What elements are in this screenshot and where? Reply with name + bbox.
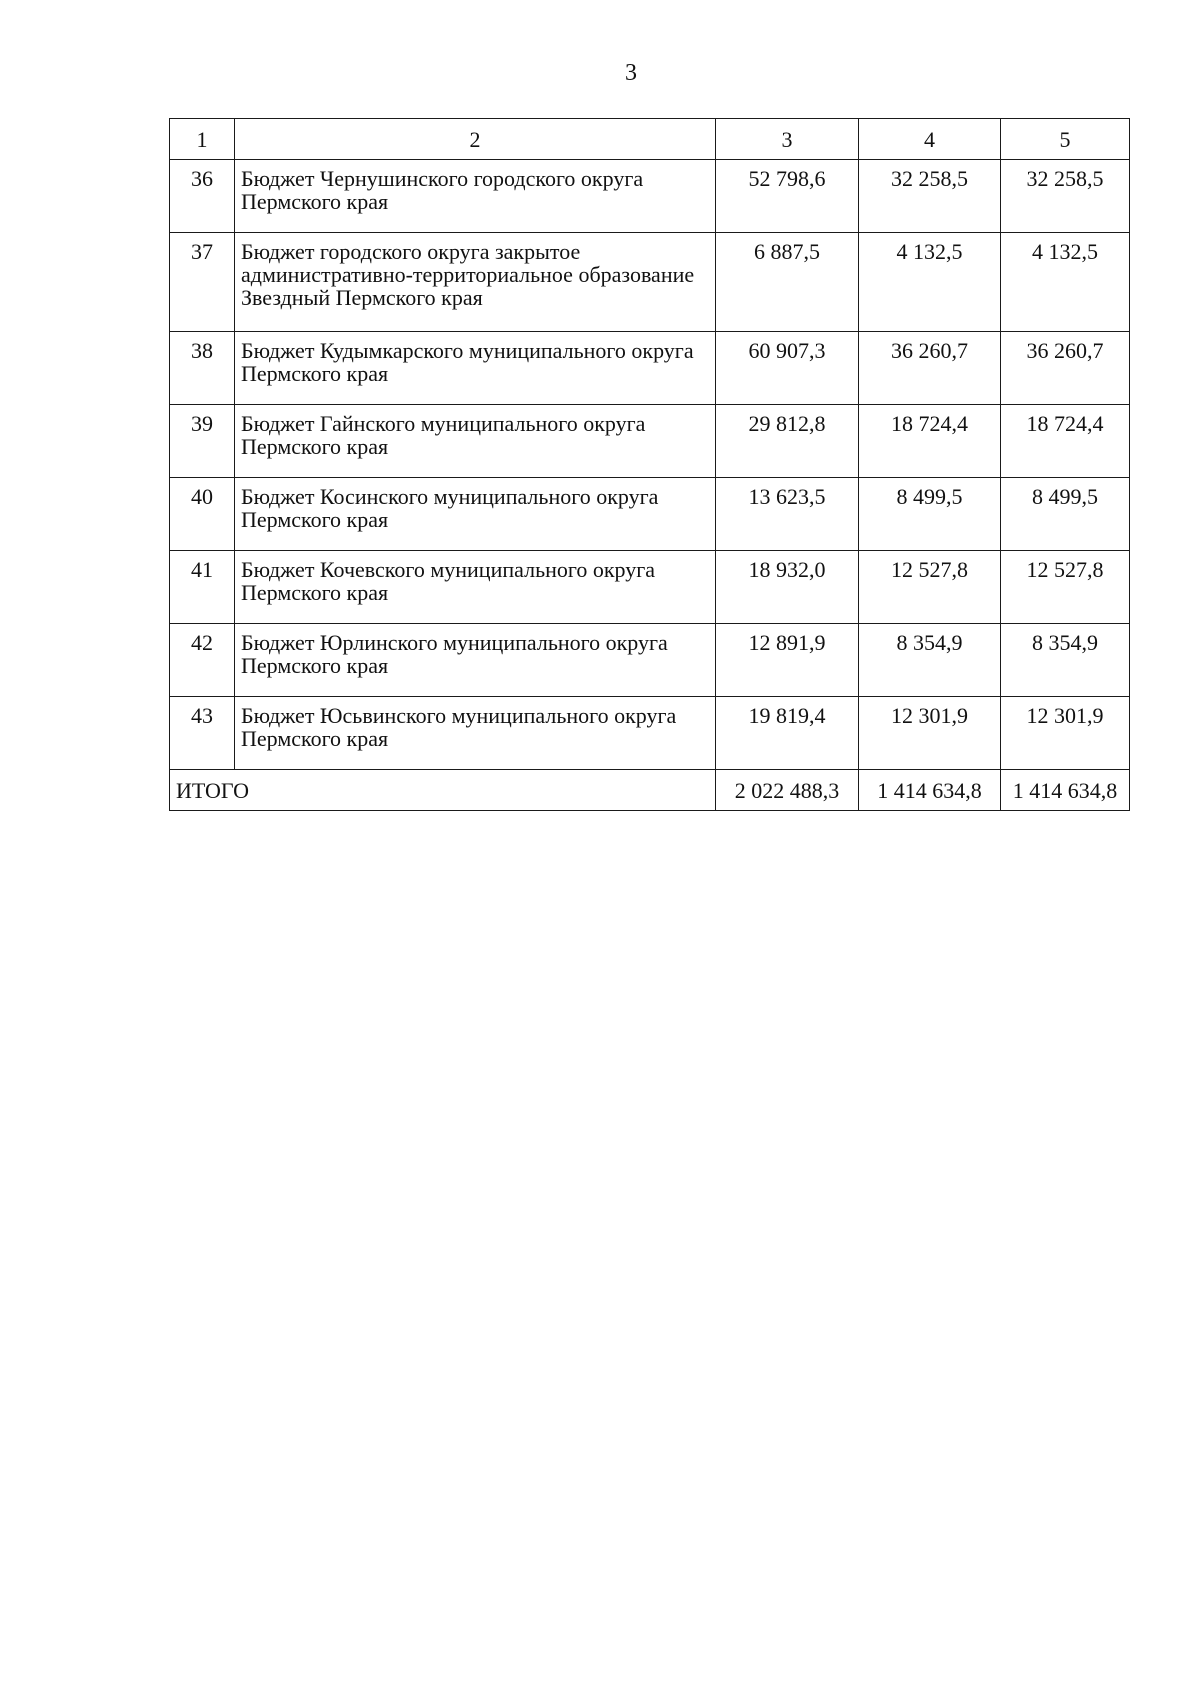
- row-number: 41: [170, 551, 235, 624]
- table-row: [170, 478, 1130, 551]
- row-value-col5: 36 260,7: [1001, 332, 1130, 405]
- table-row: [170, 405, 1130, 478]
- total-value-col4: 1 414 634,8: [859, 770, 1001, 811]
- total-label: ИТОГО: [170, 770, 716, 811]
- row-value-col5: 4 132,5: [1001, 233, 1130, 332]
- row-value-col4: 8 499,5: [859, 478, 1001, 551]
- row-number: 39: [170, 405, 235, 478]
- table-row: [170, 624, 1130, 697]
- row-value-col3: 60 907,3: [716, 332, 859, 405]
- row-value-col5: 8 499,5: [1001, 478, 1130, 551]
- row-value-col3: 13 623,5: [716, 478, 859, 551]
- row-value-col5: 12 301,9: [1001, 697, 1130, 770]
- table-row: [170, 332, 1130, 405]
- row-value-col4: 32 258,5: [859, 160, 1001, 233]
- row-value-col3: 18 932,0: [716, 551, 859, 624]
- row-value-col3: 29 812,8: [716, 405, 859, 478]
- column-header-4: 4: [859, 119, 1001, 160]
- row-budget-name: Бюджет Чернушинского городского округа Пермского края: [235, 160, 716, 233]
- row-budget-name: Бюджет Юрлинского муниципального округа Пермского края: [235, 624, 716, 697]
- row-value-col4: 12 527,8: [859, 551, 1001, 624]
- table-header-row: [170, 119, 1130, 160]
- row-number: 37: [170, 233, 235, 332]
- total-value-col3: 2 022 488,3: [716, 770, 859, 811]
- total-row: [170, 770, 1130, 811]
- row-budget-name: Бюджет Гайнского муниципального округа Пермского края: [235, 405, 716, 478]
- column-header-5: 5: [1001, 119, 1130, 160]
- table-row: [170, 551, 1130, 624]
- column-header-2: 2: [235, 119, 716, 160]
- row-number: 40: [170, 478, 235, 551]
- row-budget-name: Бюджет Косинского муниципального округа Пермского края: [235, 478, 716, 551]
- row-value-col4: 8 354,9: [859, 624, 1001, 697]
- row-value-col4: 18 724,4: [859, 405, 1001, 478]
- table-row: [170, 233, 1130, 332]
- row-budget-name: Бюджет Кочевского муниципального округа Пермского края: [235, 551, 716, 624]
- budget-table: [169, 118, 1130, 811]
- row-value-col4: 36 260,7: [859, 332, 1001, 405]
- row-budget-name: Бюджет Кудымкарского муниципального округа Пермского края: [235, 332, 716, 405]
- row-number: 38: [170, 332, 235, 405]
- row-number: 42: [170, 624, 235, 697]
- row-value-col5: 32 258,5: [1001, 160, 1130, 233]
- column-header-3: 3: [716, 119, 859, 160]
- row-value-col3: 6 887,5: [716, 233, 859, 332]
- table-row: [170, 697, 1130, 770]
- row-value-col3: 19 819,4: [716, 697, 859, 770]
- row-budget-name: Бюджет Юсьвинского муниципального округа Пермского края: [235, 697, 716, 770]
- row-value-col5: 18 724,4: [1001, 405, 1130, 478]
- row-value-col5: 8 354,9: [1001, 624, 1130, 697]
- row-value-col3: 12 891,9: [716, 624, 859, 697]
- row-value-col3: 52 798,6: [716, 160, 859, 233]
- row-number: 43: [170, 697, 235, 770]
- page-number: 3: [625, 60, 637, 86]
- total-value-col5: 1 414 634,8: [1001, 770, 1130, 811]
- column-header-1: 1: [170, 119, 235, 160]
- row-value-col4: 12 301,9: [859, 697, 1001, 770]
- table-row: [170, 160, 1130, 233]
- row-value-col4: 4 132,5: [859, 233, 1001, 332]
- row-value-col5: 12 527,8: [1001, 551, 1130, 624]
- row-number: 36: [170, 160, 235, 233]
- row-budget-name: Бюджет городского округа закрытое административно-территориальное образование Звездный Пермского края: [235, 233, 716, 332]
